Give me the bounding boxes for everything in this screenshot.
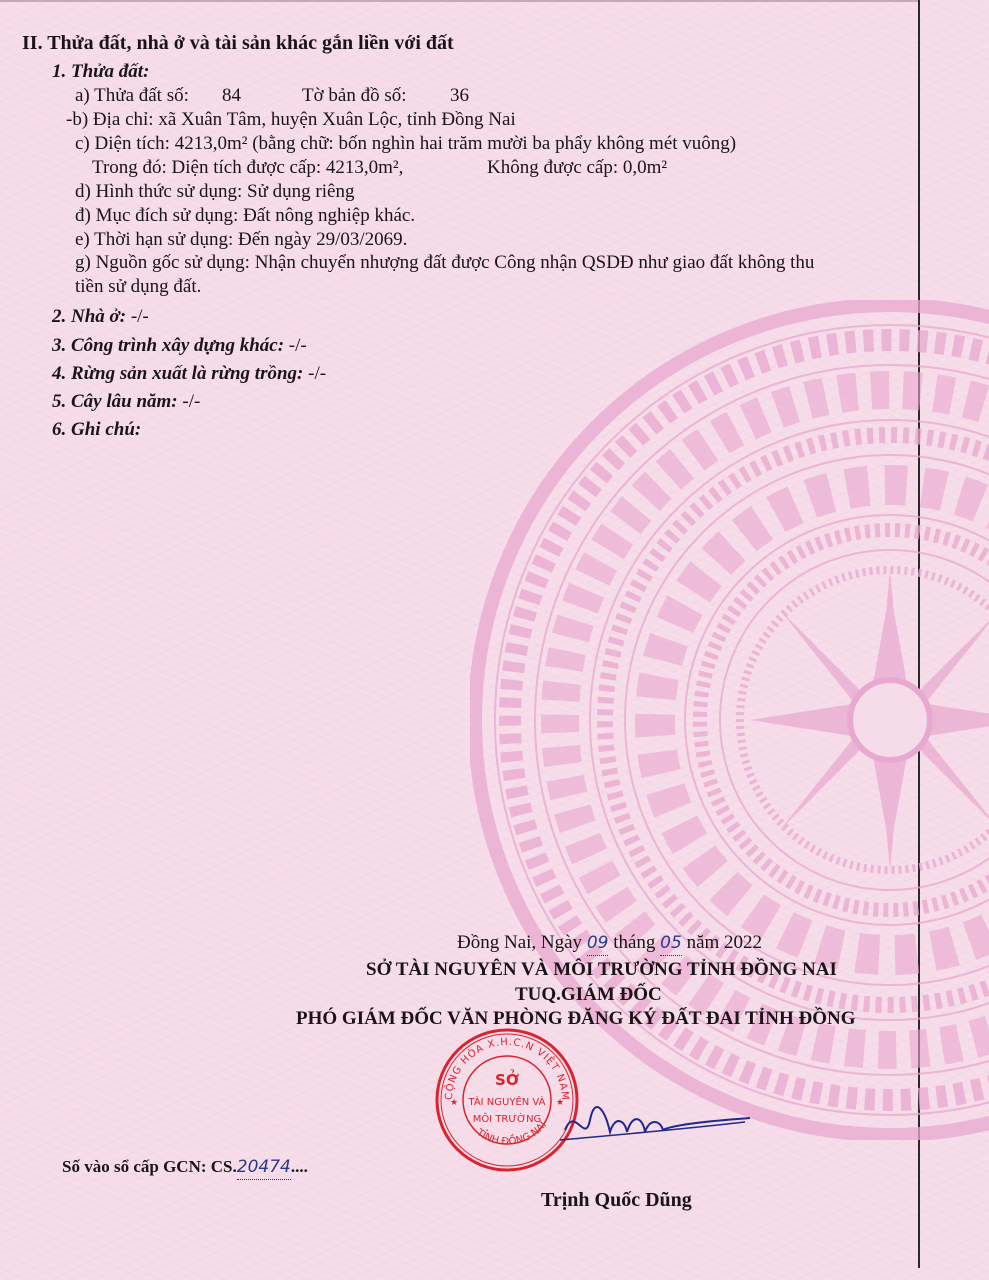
forest-value: -/- xyxy=(308,363,327,384)
date-day: 09 xyxy=(587,931,609,956)
map-label: Tờ bản đồ số: xyxy=(302,85,407,106)
usage-form: d) Hình thức sử dụng: Sử dụng riêng xyxy=(75,181,355,202)
seal-ring-text: CỘNG HÒA X.H.C.N VIỆT NAM xyxy=(443,1036,571,1102)
date-prefix: Đồng Nai, Ngày xyxy=(457,932,583,953)
house-row xyxy=(52,305,149,329)
address-line: -b) Địa chỉ: xã Xuân Tâm, huyện Xuân Lộc, tỉnh Đồng Nai xyxy=(66,109,516,130)
seal-bottom-text: TỈNH ĐỒNG NAI xyxy=(474,1119,550,1148)
construction-value: -/- xyxy=(288,335,307,356)
parcel-number: 84 xyxy=(222,85,241,106)
seal-star-icon: ★ xyxy=(556,1098,565,1108)
register-dots: .... xyxy=(290,1157,308,1176)
construction-label: 3. Công trình xây dựng khác: xyxy=(52,335,285,356)
date-year: năm 2022 xyxy=(686,932,763,953)
construction-row xyxy=(52,334,307,358)
signer-name: Trịnh Quốc Dũng xyxy=(541,1189,692,1211)
page-top-edge xyxy=(0,0,920,2)
forest-label: 4. Rừng sản xuất là rừng trồng: xyxy=(52,363,304,384)
section-title: II. Thửa đất, nhà ở và tài sản khác gắn liền với đất xyxy=(22,32,454,54)
notes-label: 6. Ghi chú: xyxy=(52,419,142,440)
usage-term: e) Thời hạn sử dụng: Đến ngày 29/03/2069. xyxy=(75,229,408,250)
house-value: -/- xyxy=(130,306,149,327)
tuq-title: TUQ.GIÁM ĐỐC xyxy=(515,984,662,1005)
parcel-label: a) Thửa đất số: xyxy=(75,85,189,106)
origin-line-1: g) Nguồn gốc sử dụng: Nhận chuyển nhượng đất được Công nhận QSDĐ như giao đất không thu xyxy=(75,252,815,273)
land-heading: 1. Thửa đất: xyxy=(52,61,150,82)
register-label: Số vào sổ cấp GCN: CS. xyxy=(62,1157,237,1176)
deputy-title: PHÓ GIÁM ĐỐC VĂN PHÒNG ĐĂNG KÝ ĐẤT ĐAI TỈNH ĐỒNG xyxy=(296,1008,856,1029)
house-label: 2. Nhà ở: xyxy=(52,306,127,327)
register-row xyxy=(62,1155,308,1180)
seal-star-icon: ★ xyxy=(450,1098,459,1108)
area-not-granted: Không được cấp: 0,0m² xyxy=(487,157,668,178)
date-month: 05 xyxy=(660,931,682,956)
forest-row xyxy=(52,362,326,386)
seal-line-2: TÀI NGUYÊN VÀ xyxy=(468,1097,546,1108)
origin-line-2: tiền sử dụng đất. xyxy=(75,276,202,297)
perennial-row xyxy=(52,390,200,414)
register-number: 20474 xyxy=(237,1155,291,1180)
authority-title: SỞ TÀI NGUYÊN VÀ MÔI TRƯỜNG TỈNH ĐỒNG NAI xyxy=(366,959,837,980)
date-month-word: tháng xyxy=(613,932,656,953)
seal-line-1: SỞ xyxy=(495,1071,519,1089)
usage-purpose: đ) Mục đích sử dụng: Đất nông nghiệp khác. xyxy=(75,205,416,226)
perennial-label: 5. Cây lâu năm: xyxy=(52,391,178,412)
map-number: 36 xyxy=(450,85,469,106)
issue-date xyxy=(457,931,762,956)
handwritten-signature-icon xyxy=(555,1100,755,1150)
area-granted: Trong đó: Diện tích được cấp: 4213,0m², xyxy=(92,157,404,178)
perennial-value: -/- xyxy=(182,391,201,412)
seal-line-3: MÔI TRƯỜNG xyxy=(472,1114,542,1125)
area-line: c) Diện tích: 4213,0m² (bằng chữ: bốn nghìn hai trăm mười ba phẩy không mét vuông) xyxy=(75,133,737,154)
